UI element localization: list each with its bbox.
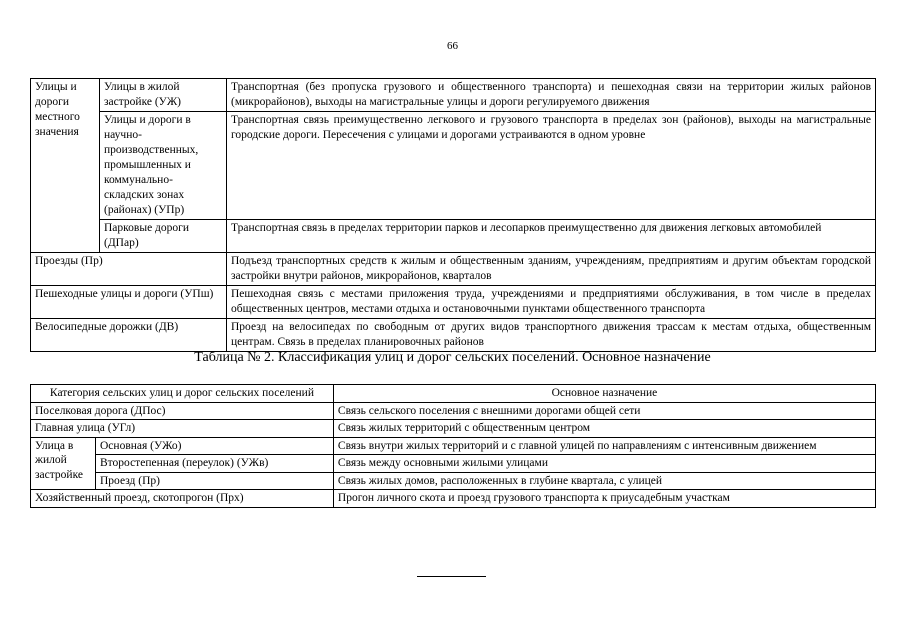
group-label-cell: Улица в жилой застройке: [31, 437, 96, 490]
street-type-cell: Пешеходные улицы и дороги (УПш): [31, 286, 227, 319]
table-caption: Таблица № 2. Классификация улиц и дорог сельских поселений. Основное назначение: [194, 350, 711, 365]
group-label-cell: Улицы и дороги местного значения: [31, 79, 100, 253]
table-row: [31, 402, 876, 420]
category-cell: Главная улица (УГл): [31, 420, 334, 438]
header-purpose: Основное назначение: [333, 385, 875, 403]
purpose-cell: Транспортная (без пропуска грузового и общественного транспорта) и пешеходная связи на территории жилых районов (микрорайонов), выходы на магистральные улицы и дороги регулируемого движения: [227, 79, 876, 112]
category-cell: Поселковая дорога (ДПос): [31, 402, 334, 420]
purpose-cell: Связь между основными жилыми улицами: [333, 455, 875, 473]
purpose-cell: Связь жилых домов, расположенных в глубине квартала, с улицей: [333, 472, 875, 490]
table-row: [31, 420, 876, 438]
category-cell: Проезд (Пр): [96, 472, 334, 490]
purpose-cell: Подъезд транспортных средств к жилым и общественным зданиям, учреждениям, предприятиям и другим объектам городской застройки внутри районов, микрорайонов, кварталов: [227, 253, 876, 286]
purpose-cell: Связь сельского поселения с внешними дорогами общей сети: [333, 402, 875, 420]
table-row: [31, 490, 876, 508]
table-row: [31, 437, 876, 455]
category-cell: Второстепенная (переулок) (УЖв): [96, 455, 334, 473]
purpose-cell: Проезд на велосипедах по свободным от других видов транспортного движения трассам к местам отдыха, общественным центрам. Связь в пределах планировочных районов: [227, 319, 876, 352]
purpose-cell: Пешеходная связь с местами приложения труда, учреждениями и предприятиями обслуживания, в том числе в пределах общественных центров, местами отдыха и остановочными пунктами общественного транспорта: [227, 286, 876, 319]
street-type-cell: Проезды (Пр): [31, 253, 227, 286]
table-row: [31, 286, 876, 319]
page-number: 66: [447, 40, 458, 52]
purpose-cell: Транспортная связь преимущественно легкового и грузового транспорта в пределах зон (районов), выходы на магистральные городские дороги. Пересечения с улицами и дорогами устраиваются в одном уровне: [227, 112, 876, 220]
street-type-cell: Велосипедные дорожки (ДВ): [31, 319, 227, 352]
header-category: Категория сельских улиц и дорог сельских поселений: [31, 385, 334, 403]
category-cell: Хозяйственный проезд, скотопрогон (Прх): [31, 490, 334, 508]
purpose-cell: Транспортная связь в пределах территории парков и лесопарков преимущественно для движения легковых автомобилей: [227, 220, 876, 253]
table-row: [31, 472, 876, 490]
table-row: [31, 220, 876, 253]
rural-street-classification-table: [30, 384, 876, 508]
table-row: [31, 79, 876, 112]
street-classification-table-continued: [30, 78, 876, 352]
purpose-cell: Прогон личного скота и проезд грузового транспорта к приусадебным участкам: [333, 490, 875, 508]
category-cell: Основная (УЖо): [96, 437, 334, 455]
footnote-separator: [417, 576, 486, 577]
street-type-cell: Парковые дороги (ДПар): [100, 220, 227, 253]
purpose-cell: Связь внутри жилых территорий и с главной улицей по направлениям с интенсивным движением: [333, 437, 875, 455]
table-row: [31, 319, 876, 352]
table-row: [31, 253, 876, 286]
street-type-cell: Улицы и дороги в научно-производственных, промышленных и коммунально-складских зонах (районах) (УПр): [100, 112, 227, 220]
table-header-row: [31, 385, 876, 403]
street-type-cell: Улицы в жилой застройке (УЖ): [100, 79, 227, 112]
table-row: [31, 455, 876, 473]
purpose-cell: Связь жилых территорий с общественным центром: [333, 420, 875, 438]
table-row: [31, 112, 876, 220]
